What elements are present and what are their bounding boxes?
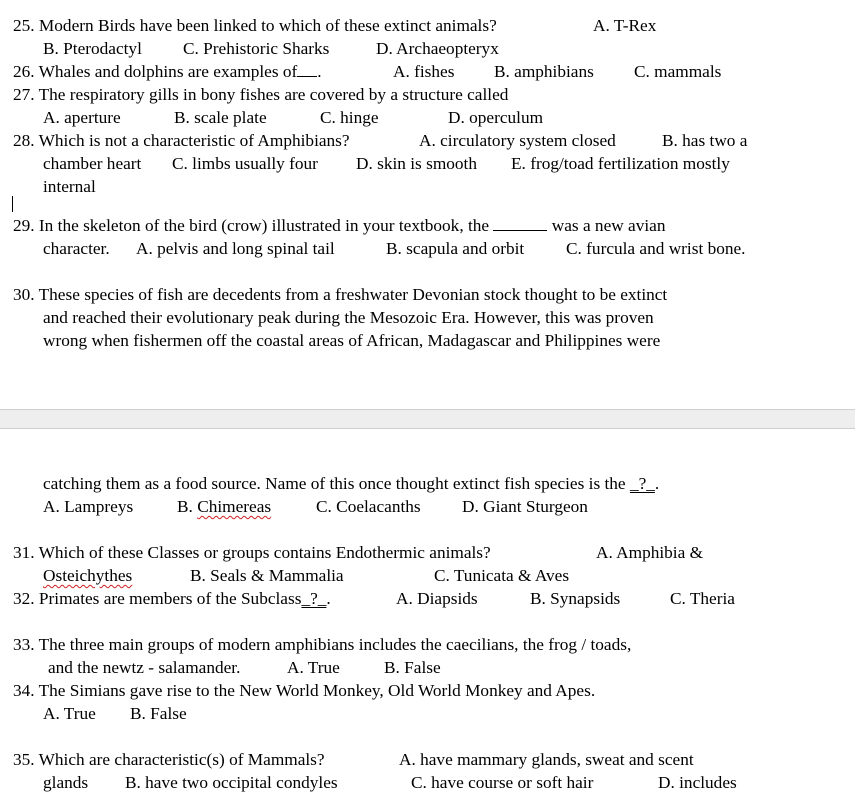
question-33-line1: 33. The three main groups of modern amphibians includes the caecilians, the frog / toads, [13, 635, 632, 654]
question-27-text: 27. The respiratory gills in bony fishes are covered by a structure called [13, 85, 509, 104]
q34-option-a: A. True [43, 704, 96, 723]
question-33-line2: and the newtz - salamander. [48, 658, 241, 677]
q30-option-b-word: Chimereas [197, 497, 272, 516]
question-32-end: . [326, 589, 331, 608]
question-29-text-after: was a new avian [551, 216, 666, 235]
q30-option-c: C. Coelacanths [316, 497, 421, 516]
q35-option-b: B. have two occipital condyles [125, 773, 338, 792]
q27-option-d: D. operculum [448, 108, 544, 127]
q28-option-c: C. limbs usually four [172, 154, 318, 173]
question-30-end: . [654, 474, 660, 493]
q29-option-a: A. pelvis and long spinal tail [136, 239, 335, 258]
q30-option-a: A. Lampreys [43, 497, 134, 516]
question-26 [13, 61, 322, 83]
q27-option-b: B. scale plate [174, 108, 267, 127]
q32-option-c: C. Theria [670, 589, 735, 608]
q33-option-a: A. True [287, 658, 340, 677]
q31-option-c: C. Tunicata & Aves [434, 566, 570, 585]
q35-option-c: C. have course or soft hair [411, 773, 594, 792]
question-30-line4 [43, 473, 659, 495]
q34-option-b: B. False [130, 704, 187, 723]
q28-option-e: E. frog/toad fertilization mostly [511, 154, 730, 173]
question-32-text: 32. Primates are members of the Subclass [13, 589, 302, 608]
q31-option-b: B. Seals & Mammalia [190, 566, 344, 585]
q32-option-b: B. Synapsids [530, 589, 621, 608]
q25-option-b: B. Pterodactyl [43, 39, 142, 58]
q30-option-b [177, 496, 271, 518]
text-cursor [12, 196, 13, 212]
q35-option-d: D. includes [658, 773, 737, 792]
page-break-gap [0, 409, 855, 429]
q28-option-b-part1: B. has two a [662, 131, 748, 150]
q35-option-a-part2: glands [43, 773, 89, 792]
question-28-text: 28. Which is not a characteristic of Amphibians? [13, 131, 350, 150]
question-32 [13, 588, 331, 610]
question-29-line2: character. [43, 239, 110, 258]
answer-blank: _?_ [629, 474, 655, 493]
q32-option-a: A. Diapsids [396, 589, 478, 608]
q28-option-e-cont: internal [43, 177, 96, 196]
question-30-line3: wrong when fishermen off the coastal areas of African, Madagascar and Philippines were [43, 331, 661, 350]
document-page-2 [0, 429, 855, 797]
question-31-text: 31. Which of these Classes or groups contains Endothermic animals? [13, 543, 491, 562]
question-34-text: 34. The Simians gave rise to the New World Monkey, Old World Monkey and Apes. [13, 681, 596, 700]
question-30-line4-text: catching them as a food source. Name of this once thought extinct fish species is the [43, 474, 626, 493]
q33-option-b: B. False [384, 658, 441, 677]
q30-option-d: D. Giant Sturgeon [462, 497, 588, 516]
answer-blank [493, 216, 547, 231]
question-30-line2: and reached their evolutionary peak during the Mesozoic Era. However, this was proven [43, 308, 654, 327]
q29-option-b: B. scapula and orbit [386, 239, 525, 258]
q28-option-a: A. circulatory system closed [419, 131, 616, 150]
q25-option-a: A. T-Rex [593, 16, 657, 35]
q26-option-a: A. fishes [393, 62, 455, 81]
q31-option-a-part1: A. Amphibia & [596, 543, 704, 562]
q27-option-a: A. aperture [43, 108, 121, 127]
question-30-line1: 30. These species of fish are decedents from a freshwater Devonian stock thought to be extinct [13, 285, 668, 304]
q27-option-c: C. hinge [320, 108, 379, 127]
q31-option-a-part2: Osteichythes [43, 566, 133, 585]
question-26-end: . [317, 62, 322, 81]
answer-blank: _?_ [301, 589, 327, 608]
q28-option-b-part2: chamber heart [43, 154, 142, 173]
answer-blank [297, 62, 317, 77]
q26-option-c: C. mammals [634, 62, 722, 81]
q25-option-c: C. Prehistoric Sharks [183, 39, 330, 58]
q28-option-d: D. skin is smooth [356, 154, 477, 173]
question-28 [13, 130, 350, 152]
question-26-text: 26. Whales and dolphins are examples of [13, 62, 298, 81]
question-29 [13, 215, 665, 237]
question-25 [13, 15, 497, 37]
q25-option-d: D. Archaeopteryx [376, 39, 499, 58]
question-27 [13, 84, 508, 106]
q35-option-a-part1: A. have mammary glands, sweat and scent [399, 750, 694, 769]
question-25-text: 25. Modern Birds have been linked to which of these extinct animals? [13, 16, 497, 35]
q30-option-b-prefix: B. [177, 497, 193, 516]
q26-option-b: B. amphibians [494, 62, 594, 81]
question-35-text: 35. Which are characteristic(s) of Mammals? [13, 750, 325, 769]
question-29-text: 29. In the skeleton of the bird (crow) illustrated in your textbook, the [13, 216, 490, 235]
q29-option-c: C. furcula and wrist bone. [566, 239, 746, 258]
